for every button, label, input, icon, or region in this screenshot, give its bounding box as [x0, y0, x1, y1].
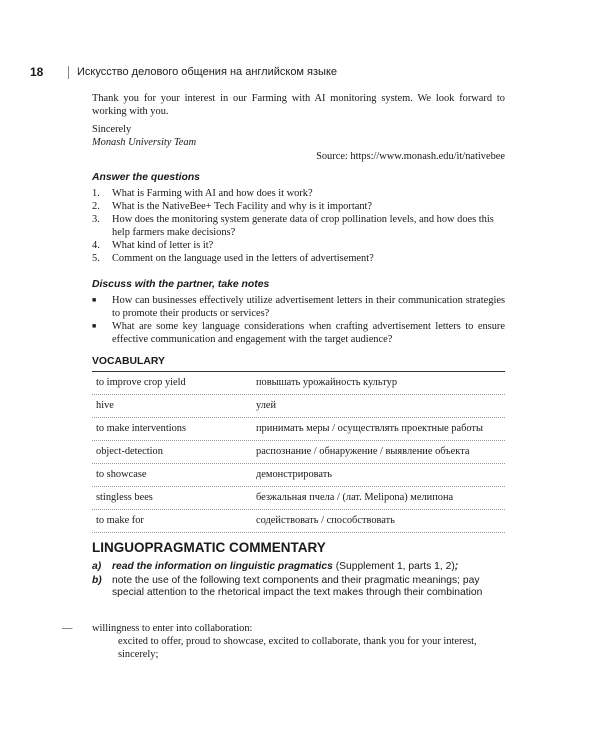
component-item	[62, 622, 505, 661]
running-title: Искусство делового общения на английском языке	[77, 66, 338, 78]
vocabulary-row	[92, 418, 505, 441]
task-a-reference: (Supplement 1, parts 1, 2)	[332, 561, 455, 572]
letter-closing-paragraph: Thank you for your interest in our Farming with AI monitoring system. We look forward to working with you.	[92, 93, 505, 117]
component-label: willingness to enter into collaboration:	[92, 623, 253, 634]
vocabulary-heading: VOCABULARY	[92, 356, 165, 367]
em-dash-marker: —	[62, 623, 73, 634]
question-number: 1.	[92, 188, 100, 199]
vocabulary-row	[92, 464, 505, 487]
vocabulary-translation: демонстрировать	[256, 469, 333, 480]
task-letter: a)	[92, 561, 102, 572]
question-item	[92, 213, 505, 239]
task-b	[92, 575, 505, 600]
vocabulary-term: hive	[96, 400, 114, 411]
linguopragmatic-heading: LINGUOPRAGMATIC COMMENTARY	[92, 540, 326, 555]
question-number: 3.	[92, 214, 100, 225]
task-letter: b)	[92, 574, 102, 586]
vocabulary-term: to make interventions	[96, 423, 187, 434]
vocabulary-translation: содействовать / способствовать	[256, 515, 395, 526]
running-head-divider	[68, 66, 69, 79]
task-b-instruction: note the use of the following text components and their pragmatic meanings; pay special attention to the rhetorical impact the text makes through their combination	[112, 574, 483, 598]
component-examples: excited to offer, proud to showcase, excited to collaborate, thank you for your interest, sincerely;	[118, 636, 477, 660]
vocabulary-translation: безжальная пчела / (лат. Melipona) мелипона	[256, 492, 454, 503]
task-a	[92, 561, 505, 574]
vocabulary-term: object-detection	[96, 446, 163, 457]
question-text: What is the NativeBee+ Tech Facility and why is it important?	[112, 201, 373, 212]
question-text: Comment on the language used in the letters of advertisement?	[112, 253, 374, 264]
vocabulary-row	[92, 487, 505, 510]
question-item	[92, 200, 505, 213]
square-bullet-icon: ■	[92, 322, 97, 330]
question-item	[92, 252, 505, 265]
discussion-item	[92, 294, 505, 320]
vocabulary-row	[92, 395, 505, 418]
vocabulary-translation: распознание / обнаружение / выявление объекта	[256, 446, 470, 457]
letter-sign-off: Sincerely	[92, 124, 132, 135]
task-a-punct: ;	[454, 561, 459, 572]
page-number: 18	[30, 65, 44, 79]
discuss-heading: Discuss with the partner, take notes	[92, 279, 270, 290]
vocabulary-term: to make for	[96, 515, 144, 526]
question-text: What is Farming with AI and how does it work?	[112, 188, 313, 199]
task-text	[112, 561, 505, 574]
question-text: What kind of letter is it?	[112, 240, 214, 251]
questions-list	[92, 187, 505, 265]
vocabulary-translation: принимать меры / осуществлять проектные работы	[256, 423, 483, 434]
discussion-list	[92, 294, 505, 346]
vocabulary-term: stingless bees	[96, 492, 153, 503]
discussion-text: What are some key language considerations when crafting advertisement letters to ensure effective communication and engagement with the target audience?	[112, 321, 505, 345]
discussion-text: How can businesses effectively utilize advertisement letters in their communication strategies to promote their products or services?	[112, 295, 505, 319]
question-number: 4.	[92, 240, 100, 251]
questions-heading: Answer the questions	[92, 172, 200, 183]
question-number: 5.	[92, 253, 100, 264]
question-text: How does the monitoring system generate data of crop pollination levels, and how does this help farmers make decisions?	[112, 214, 494, 238]
vocabulary-term: to showcase	[96, 469, 147, 480]
square-bullet-icon: ■	[92, 296, 97, 304]
vocabulary-translation: улей	[256, 400, 277, 411]
question-item	[92, 239, 505, 252]
source-citation: Source: https://www.monash.edu/it/nativebee	[316, 151, 505, 162]
vocabulary-translation: повышать урожайность культур	[256, 377, 398, 388]
vocabulary-row	[92, 510, 505, 533]
vocabulary-term: to improve crop yield	[96, 377, 186, 388]
letter-signature: Monash University Team	[92, 137, 197, 148]
vocabulary-row	[92, 372, 505, 395]
vocabulary-row	[92, 441, 505, 464]
discussion-item	[92, 320, 505, 346]
question-number: 2.	[92, 201, 100, 212]
running-head	[30, 64, 337, 80]
vocabulary-table	[92, 371, 505, 533]
letter-signature-block	[92, 123, 196, 149]
task-a-instruction: read the information on linguistic pragmatics	[112, 561, 333, 572]
question-item	[92, 187, 505, 200]
commentary-tasks	[92, 561, 505, 601]
